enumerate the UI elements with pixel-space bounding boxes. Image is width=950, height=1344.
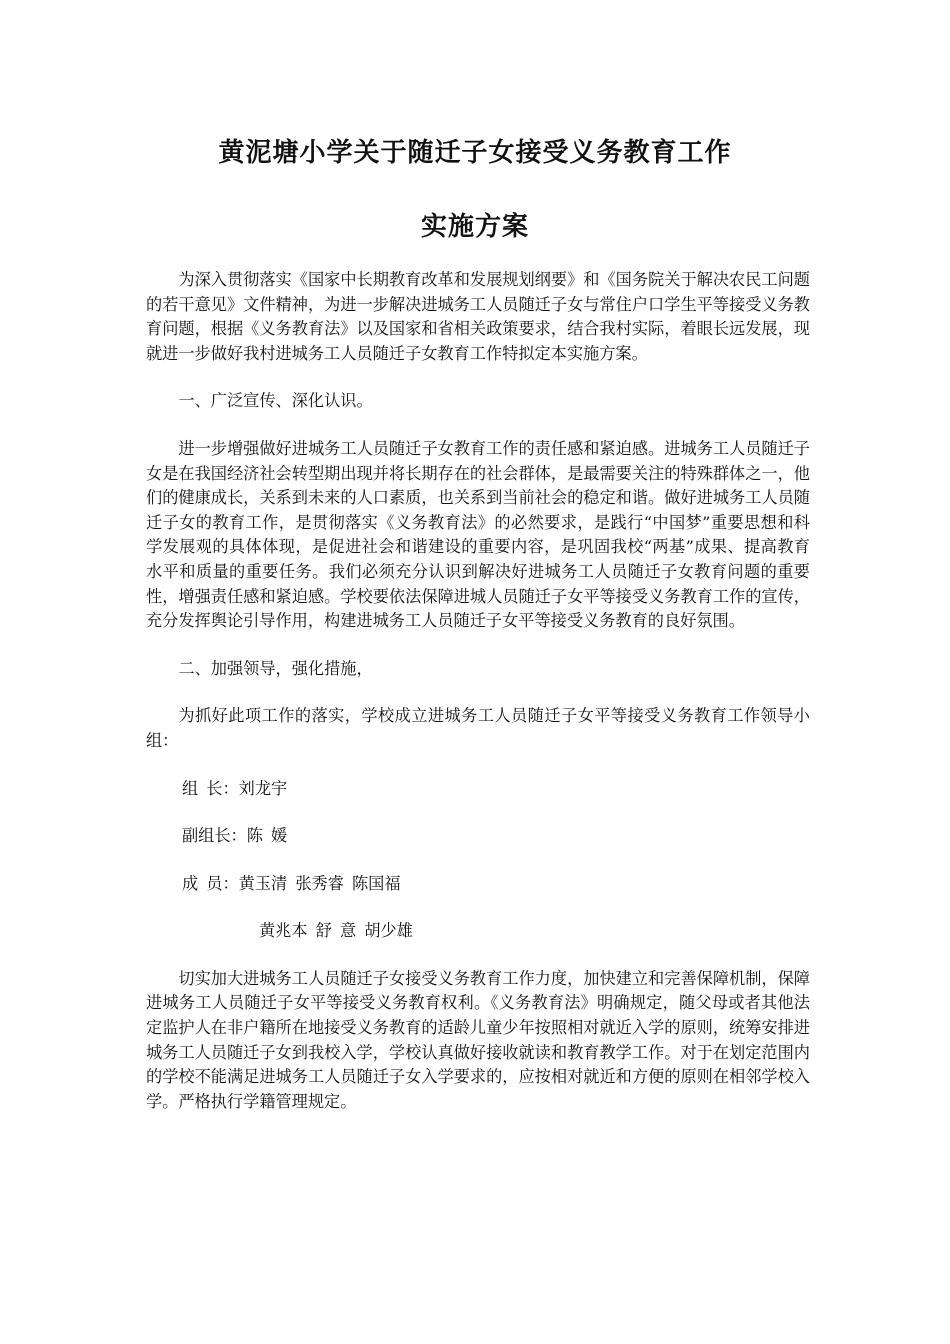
leader-label-a: 组	[182, 778, 199, 798]
document-body	[146, 268, 810, 1114]
member-name: 意	[339, 921, 357, 941]
section2-heading: 二、加强领导，强化措施，	[178, 658, 373, 678]
members-label-b: 员：	[206, 873, 239, 893]
intro-paragraph: 为深入贯彻落实《国家中长期教育改革和发展规划纲要》和《国务院关于解决农民工问题的若干意见》文件精神，为进一步解决进城务工人员随迁子女与常住户口学生平等接受义务教育问题，根据《义务教育法》以及国家和省相关政策要求，结合我村实际，着眼长远发展，现就进一步做好我村进城务工人员随迁子女教育工作特拟定本实施方案。	[146, 270, 810, 363]
section1-heading: 一、广泛宣传、深化认识。	[178, 391, 373, 411]
member-name: 黄兆本	[259, 921, 308, 941]
deputy-name-a: 陈	[246, 826, 263, 846]
section3-paragraph: 切实加大进城务工人员随迁子女接受义务教育工作力度，加快建立和完善保障机制，保障进城务工人员随迁子女平等接受义务教育权利。《义务教育法》明确规定，随父母或者其他法定监护人在非户籍所在地接受义务教育的适龄儿童少年按照相对就近入学的原则，统筹安排进城务工人员随迁子女到我校入学，学校认真做好接收就读和教育教学工作。对于在划定范围内的学校不能满足进城务工人员随迁子女入学要求的，应按相对就近和方便的原则在相邻学校入学。严格执行学籍管理规定。	[146, 968, 810, 1111]
member-name: 张秀睿	[295, 873, 344, 893]
document-title-line1: 黄泥塘小学关于随迁子女接受义务教育工作	[218, 138, 732, 168]
member-name: 黄玉清	[238, 873, 288, 893]
deputy-name-b: 媛	[271, 826, 288, 846]
section2-paragraph: 为抓好此项工作的落实，学校成立进城务工人员随迁子女平等接受义务教育工作领导小组：	[146, 706, 810, 750]
members-line-2	[146, 919, 810, 944]
member-name: 胡少雄	[364, 921, 413, 941]
section1-paragraph: 进一步增强做好进城务工人员随迁子女教育工作的责任感和紧迫感。进城务工人员随迁子女是在我国经济社会转型期出现并将长期存在的社会群体，是最需要关注的特殊群体之一，他们的健康成长，关系到未来的人口素质，也关系到当前社会的稳定和谐。做好进城务工人员随迁子女的教育工作，是贯彻落实《义务教育法》的必然要求，是践行“中国梦”重要思想和科学发展观的具体体现，是促进社会和谐建设的重要内容，是巩固我校“两基”成果、提高教育水平和质量的重要任务。我们必须充分认识到解决好进城务工人员随迁子女教育问题的重要性，增强责任感和紧迫感。学校要依法保障进城人员随迁子女平等接受义务教育工作的宣传，充分发挥舆论引导作用，构建进城务工人员随迁子女平等接受义务教育的良好氛围。	[146, 438, 810, 631]
leader-name: 刘龙宇	[238, 778, 288, 798]
members-line-1	[146, 872, 810, 897]
leader-label-b: 长：	[206, 778, 239, 798]
members-label-a: 成	[182, 873, 199, 893]
deputy-label: 副组长：	[182, 826, 247, 846]
deputy-line	[146, 824, 810, 849]
member-name: 舒	[315, 921, 332, 941]
leader-line	[146, 777, 810, 802]
document-title-line2: 实施方案	[420, 212, 529, 242]
member-name: 陈国福	[351, 873, 401, 893]
